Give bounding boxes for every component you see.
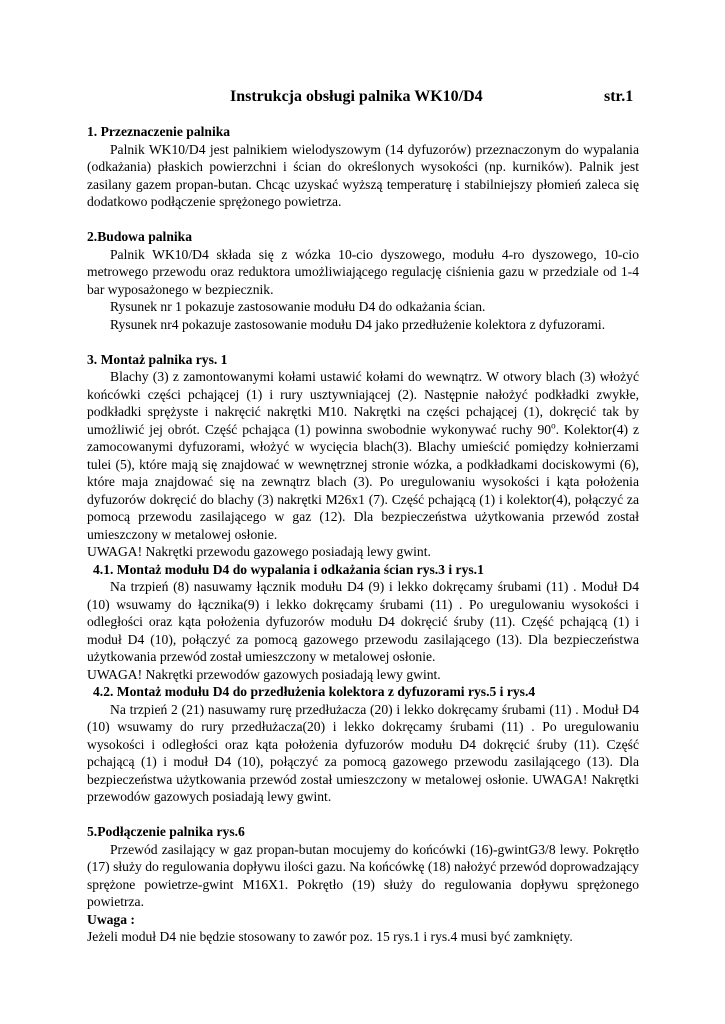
section-heading-4-1: 4.1. Montaż modułu D4 do wypalania i odkażania ścian rys.3 i rys.1 — [93, 561, 484, 577]
section-5-paragraph: Przewód zasilający w gaz propan-butan mocujemy do końcówki (16)-gwintG3/8 lewy. Pokrętło (17) służy do regulowania dopływu ilości gazu. Na końcówkę (18) nałożyć przewód doprowadzający sprężone powietrze-gwint M16X1. Pokrętło (19) służy do regulowania dopływu sprężonego powietrza. — [87, 841, 639, 909]
section-3-text-b: . Kolektor(4) z zamocowanymi dyfuzorami, włożyć w wycięcia blach(3). Blachy umieścić pomiędzy kołnierzami tulei (5), które mają się znajdować w wewnętrznej stronie wózka, a podkładkami dociskowymi (6), które maja znajdować się na zewnątrz blach (3). Po uregulowaniu wysokości i kąta położenia dyfuzorów dokręcić do blachy (3) nakrętki M26x1 (7). Część pchającą (1) i kolektor(4), połączyć za pomocą przewodu zasilającego w gaz (12). Dla bezpieczeństwa użytkowania przewód został umieszczony w metalowej osłonie. — [87, 421, 640, 542]
section-3-text-a: Blachy (3) z zamontowanymi kołami ustawić kołami do wewnątrz. W otwory blach (3) włożyć końcówki części pchającej (1) i rury usztywniającej (2). Następnie nałożyć podkładki zwykłe, podkładki sprężyste i nakręcić nakrętki M10. Nakrętki na części pchającej (1), dokręcić tak by umożliwić jej obrót. Część pchająca (1) powinna swobodnie wykonywać ruchy 90 — [87, 369, 639, 437]
section-1-paragraph: Palnik WK10/D4 jest palnikiem wielodyszowym (14 dyfuzorów) przeznaczonym do wypalania (odkażania) płaskich powierzchni i ścian do określonych wysokości (np. kurników). Palnik jest zasilany gazem propan-butan. Chcąc uzyskać wyższą temperaturę i stabilniejszy płomień zaleca się dodatkowo podłączenie sprężonego powietrza. — [87, 141, 639, 209]
section-4-2-paragraph: Na trzpień 2 (21) nasuwamy rurę przedłużacza (20) i lekko dokręcamy śrubami (11) . Moduł D4 (10) wsuwamy do rury przedłużacza(20) i lekko dokręcamy śrubami (11) . Po uregulowaniu wysokości i odległości oraz kąta położenia dyfuzorów modułu D4 dokręcić śruby (11). Część pchającą (1) i moduł D4 (10), połączyć za pomocą gazowego przewodu zasilającego (13). Dla bezpieczeństwa użytkowania przewód został umieszczony w metalowej osłonie. UWAGA! Nakrętki przewodów gazowych posiadają lewy gwint. — [87, 701, 639, 804]
spacer — [87, 211, 639, 229]
degree-superscript: o — [551, 419, 556, 430]
section-3-warning: UWAGA! Nakrętki przewodu gazowego posiadają lewy gwint. — [87, 544, 431, 559]
section-2-paragraph-1: Palnik WK10/D4 składa się z wózka 10-cio dyszowego, modułu 4-ro dyszowego, 10-cio metrowego przewodu oraz reduktora umożliwiającego regulację ciśnienia gazu w przedziale od 1-4 bar wyposażonego w bezpiecznik. — [87, 246, 639, 297]
spacer — [87, 333, 639, 351]
section-heading-1: 1. Przeznaczenie palnika — [87, 124, 231, 139]
section-heading-4-2: 4.2. Montaż modułu D4 do przedłużenia kolektora z dyfuzorami rys.5 i rys.4 — [93, 684, 536, 699]
section-heading-5: 5.Podłączenie palnika rys.6 — [87, 824, 245, 839]
section-2-paragraph-2: Rysunek nr 1 pokazuje zastosowanie modułu D4 do odkażania ścian. — [110, 299, 486, 314]
section-4-1-paragraph: Na trzpień (8) nasuwamy łącznik modułu D4 (9) i lekko dokręcamy śrubami (11) . Moduł D4 (10) wsuwamy do łącznika(9) i lekko dokręcamy śrubami (11) . Po uregulowaniu wysokości i odległości oraz kąta położenia dyfuzorów modułu D4 dokręcić śruby (11). Część pchającą (1) i moduł D4 (10), połączyć za pomocą gazowego przewodu zasilającego (13). Dla bezpieczeństwa użytkowania przewód został umieszczony w metalowej osłonie. — [87, 579, 639, 664]
document-title: Instrukcja obsługi palnika WK10/D4 — [230, 88, 483, 105]
section-heading-3: 3. Montaż palnika rys. 1 — [87, 351, 228, 367]
section-4-1-warning: UWAGA! Nakrętki przewodów gazowych posiadają lewy gwint. — [87, 666, 441, 682]
spacer — [87, 806, 639, 824]
uwaga-label: Uwaga : — [87, 911, 135, 927]
page-number: str.1 — [604, 88, 634, 105]
document-body — [87, 123, 639, 946]
section-heading-2: 2.Budowa palnika — [87, 229, 193, 244]
section-2-paragraph-3: Rysunek nr4 pokazuje zastosowanie modułu D4 jako przedłużenie kolektora z dyfuzorami. — [110, 316, 606, 332]
section-3-paragraph-1 — [87, 368, 639, 543]
uwaga-text: Jeżeli moduł D4 nie będzie stosowany to zawór poz. 15 rys.1 i rys.4 musi być zamknięty. — [87, 929, 573, 944]
document-header — [0, 88, 725, 110]
